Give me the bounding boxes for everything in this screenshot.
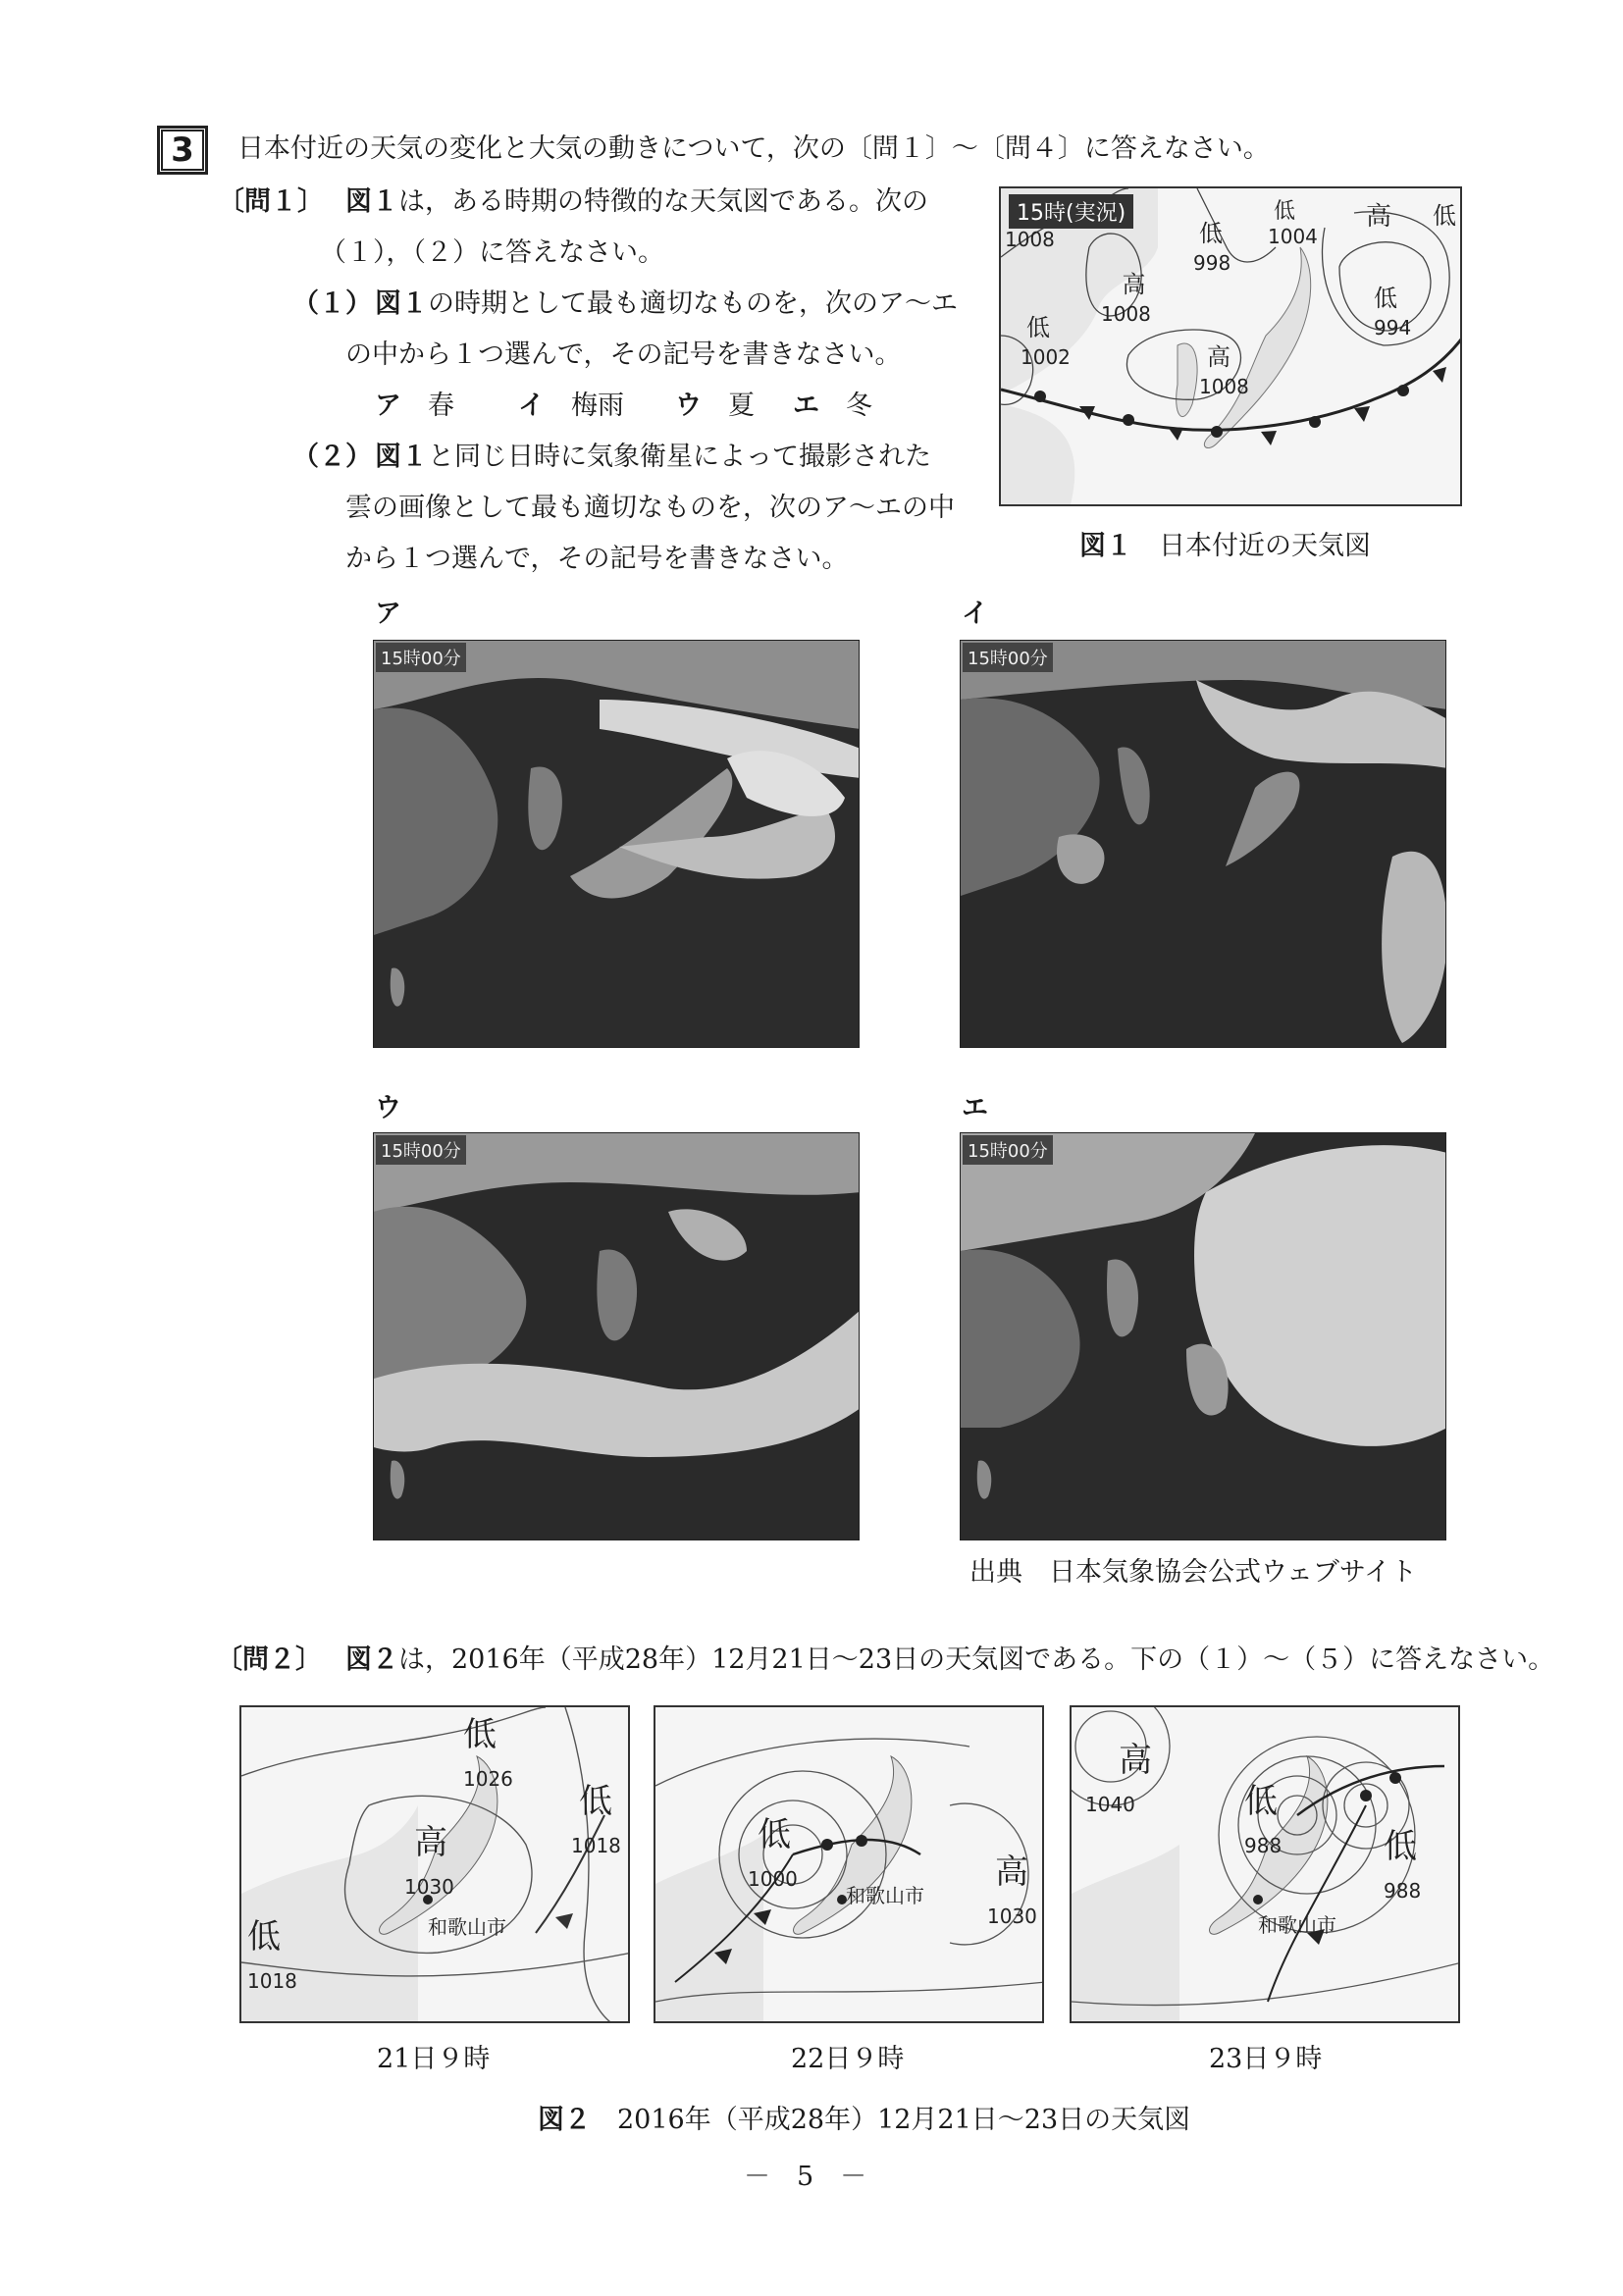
fig2b-high-1030: 高 1030 [987,1852,1037,1928]
fig2a-low-1018-west: 低 1018 [247,1917,297,1993]
q1-sub1-label: （１） [292,288,372,319]
fig1-caption-text: 日本付近の天気図 [1159,531,1371,561]
sat-image-i [960,640,1446,1048]
q1-sub1-option-e [793,392,872,419]
q2-fig-ref: 図２ [345,1644,398,1675]
section-intro: 日本付近の天気の変化と大気の動きについて，次の〔問１〕～〔問４〕に答えなさい。 [237,133,1270,164]
fig2-map-21 [239,1705,630,2023]
fig2-map-22 [654,1705,1044,2023]
fig2-caption-label: 図２ [538,2105,591,2135]
sat-time-u: 15時00分 [376,1135,466,1165]
sat-image-e [960,1132,1446,1540]
q1-sub2-text: と同じ日時に気象衛星によって撮影された [428,442,931,472]
fig2-caption-text: 2016年（平成28年）12月21日～23日の天気図 [617,2105,1191,2135]
section-number-box [157,126,208,175]
sat-label-i: イ [962,599,988,629]
fig2c-city: 和歌山市 [1258,1913,1336,1937]
q1-sub1-line1 [375,290,958,317]
fig1-weather-map [999,186,1462,506]
fig1-low-label: 低 [1433,202,1456,230]
fig1-caption-label: 図１ [1079,531,1132,561]
q2-text-body: は，2016年（平成28年）12月21日～23日の天気図である。下の（１）～（５）に答えなさい。 [398,1644,1555,1675]
fig1-low-1004: 低 1004 [1268,199,1318,248]
source-note: 出典 日本気象協会公式ウェブサイト [969,1557,1418,1588]
q1-sub2-line1 [375,444,931,470]
sat-label-a: ア [375,599,401,629]
q2-label: 〔問２〕 [216,1644,322,1675]
option-text: 春 [428,391,454,421]
q1-text-1: は，ある時期の特徴的な天気図である。次の [398,186,928,217]
option-text: 夏 [728,391,755,421]
sat-label-u: ウ [375,1093,401,1123]
fig2c-low-988-west: 低 988 [1244,1782,1283,1857]
fig2b-city: 和歌山市 [846,1884,924,1907]
fig1-high-1008-north: 高 1008 [1101,271,1151,326]
fig2a-city: 和歌山市 [428,1915,506,1939]
q1-sub1-option-i [518,392,624,419]
q1-sub1-text: の時期として最も適切なものを，次のア～エ [428,288,958,319]
sat-image-a [373,640,860,1048]
fig2b-low-1000: 低 1000 [748,1815,798,1891]
q1-label: 〔問１〕 [218,186,324,217]
q1-sub2-label: （２） [292,442,372,472]
q1-sub2-line2: 雲の画像として最も適切なものを，次のア～エの中 [345,493,955,523]
option-key: エ [793,391,819,421]
option-text: 梅雨 [571,391,624,421]
sat-image-u [373,1132,860,1540]
fig2a-high-1030: 高 1030 [404,1823,454,1899]
fig1-low-994: 低 994 [1374,285,1412,339]
fig2b-caption: 22日９時 [791,2044,905,2074]
sat-label-e: エ [962,1093,988,1123]
land-china-south [1001,404,1074,506]
q1-text-line1 [345,188,928,215]
option-key: イ [518,391,545,421]
option-key: ア [375,391,401,421]
q2-text [345,1646,1554,1673]
sat-time-e: 15時00分 [963,1135,1053,1165]
sat-time-a: 15時00分 [376,643,466,672]
fig2c-high-1040: 高 1040 [1085,1741,1152,1816]
sat-time-i: 15時00分 [963,643,1053,672]
option-text: 冬 [846,391,872,421]
land-korea [1177,343,1197,417]
page-number: － 5 － [744,2162,867,2192]
section-number: 3 [161,130,204,171]
q1-sub1-option-a [375,392,454,419]
fig2-map-23 [1070,1705,1460,2023]
fig2a-caption: 21日９時 [377,2044,491,2074]
fig2a-low-1018-east: 低 1018 [571,1782,621,1857]
fig1-high-label: 高 [1366,202,1392,232]
fig1-low-1002: 低 1002 [1021,314,1071,369]
fig1-caption [1079,524,1371,562]
option-key: ウ [675,391,702,421]
q1-fig-ref: 図１ [345,186,398,217]
q1-sub1-option-u [675,392,755,419]
fig2a-low-1026: 低 1026 [463,1715,513,1791]
q1-sub1-line2: の中から１つ選んで，その記号を書きなさい。 [345,339,902,370]
fig2c-caption: 23日９時 [1209,2044,1323,2074]
fig1-low-998: 低 998 [1193,220,1231,275]
q1-sub1-fig-ref: 図１ [375,288,428,319]
fig2-caption [538,2098,1190,2136]
q1-text-line2: （１），（２）に答えなさい。 [320,237,664,268]
fig1-time-tag: 15時(実況) [1009,194,1133,229]
fig1-isobar-1008: 1008 [1005,228,1055,251]
q1-sub2-line3: から１つ選んで，その記号を書きなさい。 [345,544,849,574]
q1-sub2-fig-ref: 図１ [375,442,428,472]
fig1-high-1008-south: 高 1008 [1199,343,1249,398]
fig2c-low-988-east: 低 988 [1384,1827,1422,1903]
